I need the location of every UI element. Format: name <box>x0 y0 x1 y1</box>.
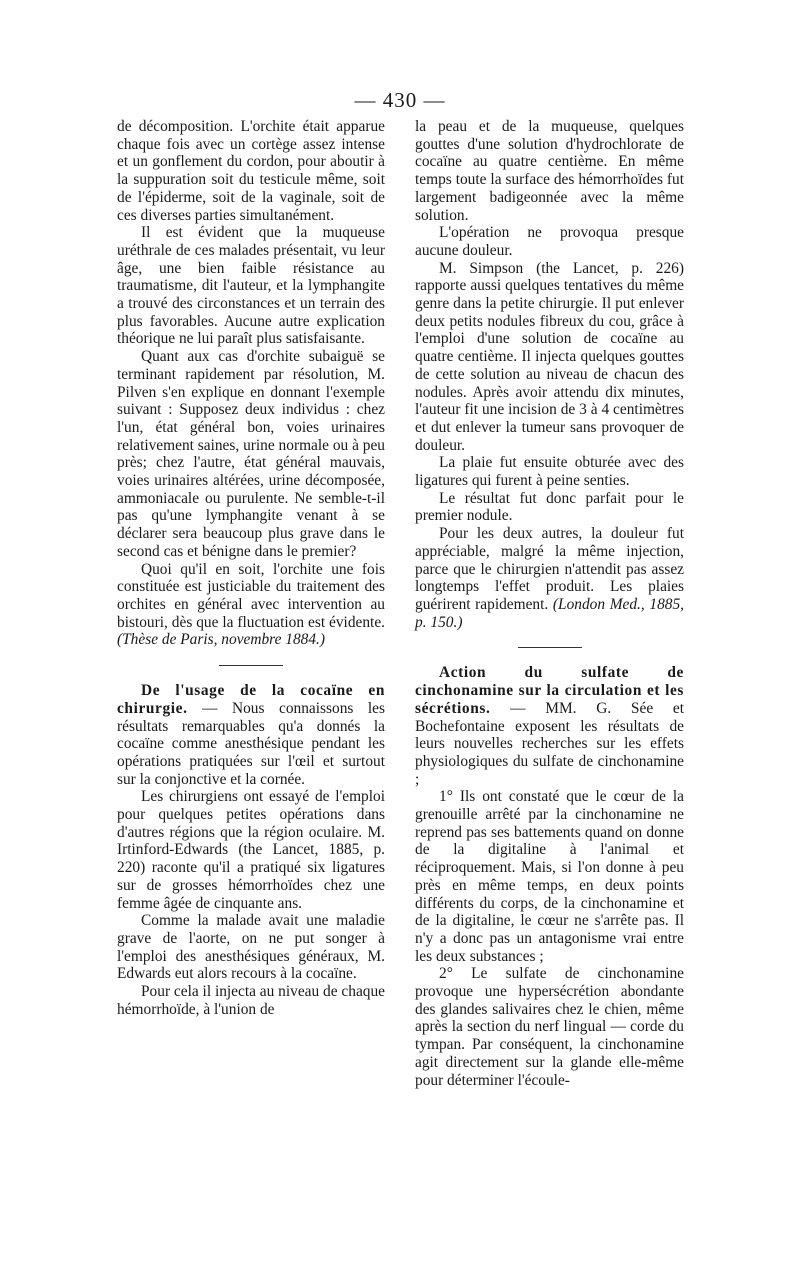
right-paragraph-7: 1° Ils ont constaté que le cœur de la grenouille arrêté par la cinchonamine ne reprend pas ses battements quand on donne de la digitaline à l'animal et réciproquement. Mais, si l'on donne à peu près en même temps, en deux points différents du corps, de la cinchonamine et de la digitaline, le cœur ne s'arrête pas. Il n'y a donc pas un antagonisme vrai entre les deux substances ; <box>415 788 684 965</box>
cocaine-section-heading: De l'usage de la cocaïne en chirurgie. <box>117 682 385 717</box>
cinchonamine-section <box>415 664 684 788</box>
left-paragraph-2: Il est évident que la muqueuse uréthrale de ces malades présentait, vu leur âge, une bien faible résistance au traumatisme, dit l'auteur, et la lymphangite a trouvé des circonstances et un terrain des plus favorables. Aucune autre explication théorique ne lui paraît plus satisfaisante. <box>117 224 385 348</box>
right-paragraph-3: M. Simpson (the Lancet, p. 226) rapporte aussi quelques tentatives du même genre dans la petite chirurgie. Il put enlever deux petits nodules fibreux du cou, grâce à l'emploi d'une solution de cocaïne au quatre centième. Il injecta quelques gouttes de cette solution au niveau de chacun des nodules. Après avoir attendu dix minutes, l'auteur fit une incision de 3 à 4 centimètres et dut enlever la tumeur sans provoquer de douleur. <box>415 259 684 454</box>
right-paragraph-1: la peau et de la muqueuse, quelques gouttes d'une solution d'hydrochlorate de cocaïne au quatre centième. En même temps toute la surface des hémorrhoïdes fut largement badigeonnée avec la même solution. <box>415 118 684 224</box>
left-paragraph-4-text: Quoi qu'il en soit, l'orchite une fois constituée est justiciable du traitement des orchites en général avec intervention au bistouri, dès que la fluctuation est évidente. <box>117 560 385 631</box>
right-paragraph-8: 2° Le sulfate de cinchonamine provoque une hypersécrétion abondante des glandes salivaires chez le chien, même après la section du nerf lingual — corde du tympan. Par conséquent, la cinchonamine agit directement sur la glande elle-même pour déterminer l'écoule- <box>415 965 684 1089</box>
right-paragraph-2: L'opération ne provoqua presque aucune douleur. <box>415 224 684 259</box>
cinchonamine-section-intro: — MM. G. Sée et Bochefontaine exposent les résultats de leurs nouvelles recherches sur les effets physiologiques du sulfate de cinchonamine ; <box>415 699 684 788</box>
section-divider-left <box>117 649 385 682</box>
left-paragraph-1: de décomposition. L'orchite était apparue chaque fois avec un cortège assez intense et un gonflement du cordon, pour aboutir à la suppuration soit du testicule même, soit de l'épiderme, soit de la vaginale, soit de ces diverses parties simultanément. <box>117 118 385 224</box>
left-column <box>117 118 385 1018</box>
right-paragraph-5: Le résultat fut donc parfait pour le premier nodule. <box>415 489 684 525</box>
left-paragraph-3: Quant aux cas d'orchite subaiguë se terminant rapidement par résolution, M. Pilven s'en explique en donnant l'exemple suivant : Supposez deux individus : chez l'un, état général bon, voies urinaires relativement saines, urine normale ou à peu près; chez l'autre, état général mauvais, voies urinaires altérées, urine décomposée, ammoniacale ou purulente. Ne semble-t-il pas qu'une lymphangite venant à se déclarer sera beaucoup plus grave dans le second cas et bénigne dans le premier? <box>117 348 385 560</box>
left-paragraph-4-citation: (Thèse de Paris, novembre 1884.) <box>117 631 326 649</box>
left-paragraph-6: Comme la malade avait une maladie grave de l'aorte, on ne put songer à l'emploi des anesthésiques généraux, M. Edwards eut alors recours à la cocaïne. <box>117 912 385 983</box>
right-paragraph-4: La plaie fut ensuite obturée avec des ligatures qui furent à peine senties. <box>415 454 684 490</box>
cocaine-section-intro: — Nous connaissons les résultats remarquables qu'a donnés la cocaïne comme anesthésique pendant les opérations pratiquées sur l'œil et surtout sur la conjonctive et la cornée. <box>117 699 385 788</box>
left-paragraph-5: Les chirurgiens ont essayé de l'emploi pour quelques petites opérations dans d'autres régions que la région oculaire. M. Irtinford-Edwards (the Lancet, 1885, p. 220) raconte qu'il a pratiqué six ligatures sur de grosses hémorrhoïdes chez une femme âgée de cinquante ans. <box>117 788 385 912</box>
section-divider-right <box>415 631 684 664</box>
left-paragraph-7: Pour cela il injecta au niveau de chaque hémorrhoïde, à l'union de <box>117 983 386 1018</box>
left-paragraph-4 <box>117 561 385 650</box>
right-paragraph-6 <box>415 525 684 631</box>
cinchonamine-section-heading: Action du sulfate de cinchonamine sur la circulation et les sécrétions. <box>415 664 684 717</box>
page-number: — 430 — <box>354 88 446 112</box>
cocaine-section <box>117 682 385 788</box>
right-paragraph-6-citation: (London Med., 1885, p. 150.) <box>415 595 684 631</box>
right-column <box>415 118 684 1089</box>
right-paragraph-6-text: Pour les deux autres, la douleur fut appréciable, malgré la même injection, parce que le chirurgien n'attendit pas assez longtemps l'effet produit. Les plaies guérirent rapidement. <box>415 525 684 613</box>
